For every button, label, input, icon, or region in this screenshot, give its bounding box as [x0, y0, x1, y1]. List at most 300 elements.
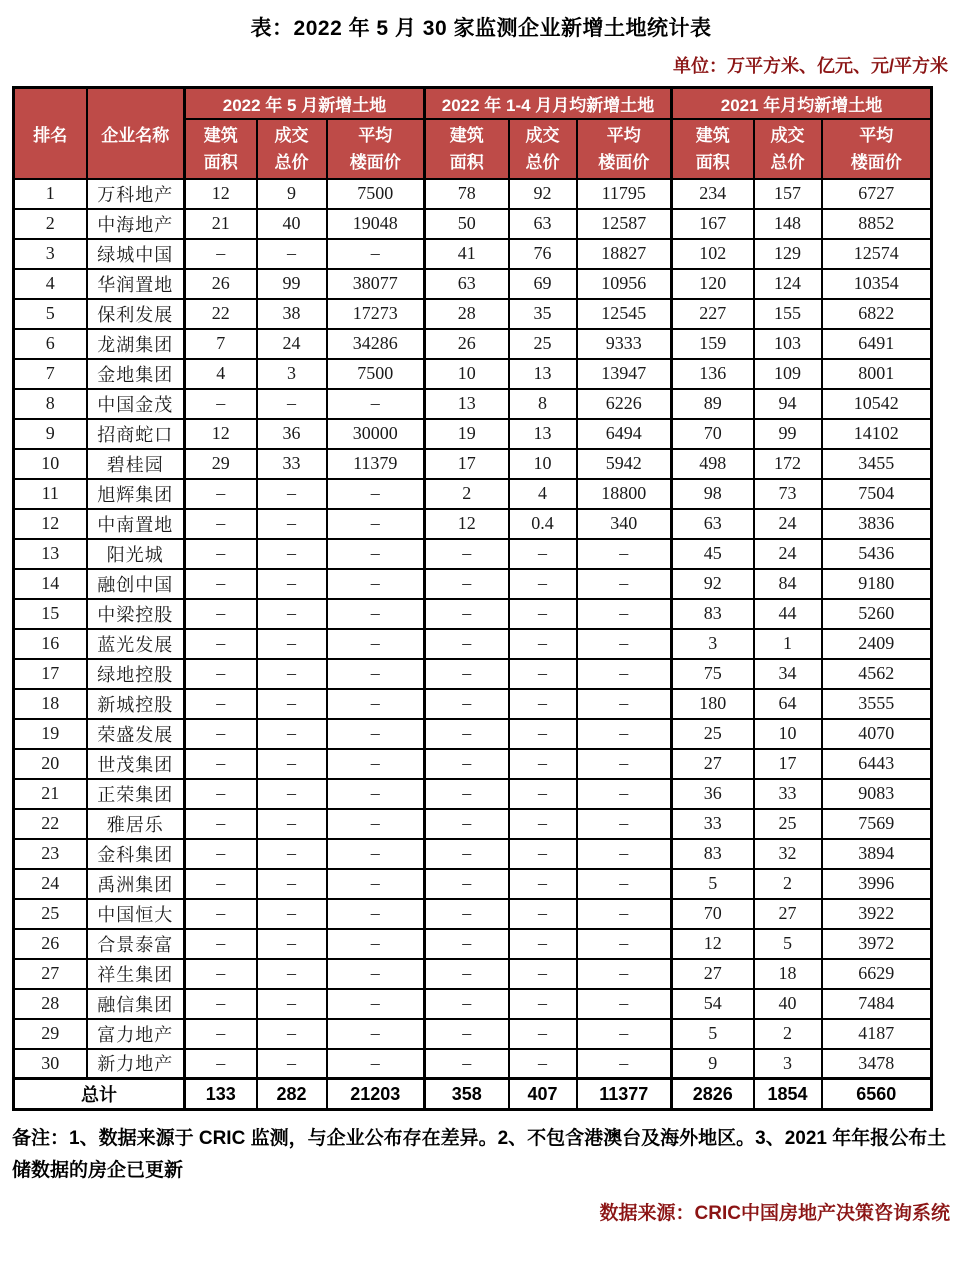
value-cell: 76 — [509, 239, 577, 269]
value-cell: 1 — [754, 629, 822, 659]
total-value-cell: 133 — [185, 1079, 257, 1110]
table-row — [14, 509, 932, 539]
value-cell: 24 — [754, 509, 822, 539]
value-cell: – — [425, 539, 509, 569]
sub-header-avg-floor-price-may: 平均 楼面价 — [327, 119, 425, 179]
table-row — [14, 959, 932, 989]
value-cell: – — [509, 869, 577, 899]
table-row — [14, 839, 932, 869]
value-cell: – — [257, 479, 327, 509]
value-cell: – — [185, 839, 257, 869]
value-cell: – — [257, 869, 327, 899]
table-row — [14, 689, 932, 719]
rank-cell: 2 — [14, 209, 87, 239]
value-cell: 12 — [185, 419, 257, 449]
value-cell: 3 — [754, 1049, 822, 1079]
value-cell: 33 — [672, 809, 754, 839]
table-row — [14, 299, 932, 329]
value-cell: 2 — [754, 869, 822, 899]
value-cell: 73 — [754, 479, 822, 509]
value-cell: 10 — [754, 719, 822, 749]
value-cell: 70 — [672, 419, 754, 449]
value-cell: – — [185, 689, 257, 719]
value-cell: – — [509, 779, 577, 809]
value-cell: – — [425, 689, 509, 719]
value-cell: 7504 — [822, 479, 932, 509]
rank-cell: 11 — [14, 479, 87, 509]
value-cell: 25 — [754, 809, 822, 839]
value-cell: 36 — [672, 779, 754, 809]
rank-cell: 6 — [14, 329, 87, 359]
company-name-cell: 华润置地 — [87, 269, 185, 299]
company-name-cell: 旭辉集团 — [87, 479, 185, 509]
value-cell: – — [327, 809, 425, 839]
value-cell: 172 — [754, 449, 822, 479]
value-cell: 38 — [257, 299, 327, 329]
rank-cell: 29 — [14, 1019, 87, 1049]
value-cell: – — [509, 929, 577, 959]
value-cell: 70 — [672, 899, 754, 929]
value-cell: 29 — [185, 449, 257, 479]
value-cell: – — [577, 839, 672, 869]
value-cell: 27 — [672, 959, 754, 989]
value-cell: 5 — [672, 1019, 754, 1049]
value-cell: 18800 — [577, 479, 672, 509]
value-cell: 69 — [509, 269, 577, 299]
company-name-cell: 阳光城 — [87, 539, 185, 569]
rank-cell: 9 — [14, 419, 87, 449]
value-cell: – — [327, 239, 425, 269]
value-cell: 25 — [672, 719, 754, 749]
value-cell: 12587 — [577, 209, 672, 239]
table-header — [14, 88, 932, 179]
value-cell: – — [185, 929, 257, 959]
rank-cell: 14 — [14, 569, 87, 599]
value-cell: – — [185, 1019, 257, 1049]
rank-cell: 5 — [14, 299, 87, 329]
value-cell: 17 — [425, 449, 509, 479]
value-cell: – — [509, 689, 577, 719]
company-name-cell: 正荣集团 — [87, 779, 185, 809]
value-cell: – — [577, 869, 672, 899]
value-cell: – — [185, 869, 257, 899]
rank-cell: 25 — [14, 899, 87, 929]
company-name-cell: 中国金茂 — [87, 389, 185, 419]
value-cell: 12 — [672, 929, 754, 959]
value-cell: 10 — [509, 449, 577, 479]
table-row — [14, 809, 932, 839]
value-cell: 9083 — [822, 779, 932, 809]
value-cell: 92 — [509, 179, 577, 209]
value-cell: – — [327, 989, 425, 1019]
value-cell: – — [577, 749, 672, 779]
value-cell: – — [257, 659, 327, 689]
value-cell: 167 — [672, 209, 754, 239]
rank-cell: 30 — [14, 1049, 87, 1079]
value-cell: 40 — [257, 209, 327, 239]
value-cell: – — [327, 779, 425, 809]
group-header-2021: 2021 年月均新增土地 — [672, 88, 932, 119]
value-cell: – — [327, 899, 425, 929]
table-row — [14, 209, 932, 239]
company-name-cell: 世茂集团 — [87, 749, 185, 779]
value-cell: 83 — [672, 839, 754, 869]
page-title: 表：2022 年 5 月 30 家监测企业新增土地统计表 — [250, 17, 712, 40]
table-body — [14, 179, 932, 1079]
company-name-cell: 融创中国 — [87, 569, 185, 599]
value-cell: 75 — [672, 659, 754, 689]
value-cell: – — [425, 809, 509, 839]
value-cell: 6491 — [822, 329, 932, 359]
value-cell: 9 — [672, 1049, 754, 1079]
value-cell: – — [577, 809, 672, 839]
value-cell: – — [577, 989, 672, 1019]
company-name-cell: 金地集团 — [87, 359, 185, 389]
value-cell: 99 — [257, 269, 327, 299]
value-cell: 17273 — [327, 299, 425, 329]
value-cell: – — [257, 629, 327, 659]
value-cell: – — [327, 689, 425, 719]
total-value-cell: 1854 — [754, 1079, 822, 1110]
sub-header-total-price-janapr: 成交 总价 — [509, 119, 577, 179]
value-cell: – — [257, 839, 327, 869]
rank-cell: 24 — [14, 869, 87, 899]
total-value-cell: 6560 — [822, 1079, 932, 1110]
value-cell: – — [257, 689, 327, 719]
value-cell: 32 — [754, 839, 822, 869]
rank-cell: 17 — [14, 659, 87, 689]
value-cell: 8 — [509, 389, 577, 419]
rank-cell: 27 — [14, 959, 87, 989]
value-cell: 18827 — [577, 239, 672, 269]
value-cell: – — [577, 899, 672, 929]
value-cell: – — [185, 719, 257, 749]
value-cell: – — [185, 239, 257, 269]
value-cell: 4187 — [822, 1019, 932, 1049]
table-row — [14, 569, 932, 599]
rank-cell: 21 — [14, 779, 87, 809]
value-cell: – — [185, 509, 257, 539]
value-cell: – — [509, 659, 577, 689]
table-row — [14, 779, 932, 809]
value-cell: 4562 — [822, 659, 932, 689]
value-cell: 6443 — [822, 749, 932, 779]
value-cell: 30000 — [327, 419, 425, 449]
value-cell: 19048 — [327, 209, 425, 239]
rank-cell: 20 — [14, 749, 87, 779]
value-cell: – — [577, 929, 672, 959]
value-cell: 9 — [257, 179, 327, 209]
table-row — [14, 599, 932, 629]
value-cell: 0.4 — [509, 509, 577, 539]
value-cell: 2 — [754, 1019, 822, 1049]
company-name-cell: 雅居乐 — [87, 809, 185, 839]
value-cell: 498 — [672, 449, 754, 479]
value-cell: 2 — [425, 479, 509, 509]
value-cell: – — [577, 599, 672, 629]
sub-header-avg-floor-price-2021: 平均 楼面价 — [822, 119, 932, 179]
value-cell: 26 — [425, 329, 509, 359]
table-row — [14, 479, 932, 509]
value-cell: – — [257, 749, 327, 779]
value-cell: – — [327, 719, 425, 749]
value-cell: – — [509, 959, 577, 989]
value-cell: – — [425, 779, 509, 809]
value-cell: – — [425, 989, 509, 1019]
value-cell: – — [327, 749, 425, 779]
value-cell: 129 — [754, 239, 822, 269]
value-cell: 11795 — [577, 179, 672, 209]
value-cell: 25 — [509, 329, 577, 359]
value-cell: 6822 — [822, 299, 932, 329]
table-row — [14, 539, 932, 569]
value-cell: 18 — [754, 959, 822, 989]
value-cell: 83 — [672, 599, 754, 629]
value-cell: – — [425, 899, 509, 929]
value-cell: 41 — [425, 239, 509, 269]
company-name-cell: 新城控股 — [87, 689, 185, 719]
value-cell: 26 — [185, 269, 257, 299]
value-cell: 4 — [185, 359, 257, 389]
value-cell: 13 — [509, 359, 577, 389]
value-cell: 10354 — [822, 269, 932, 299]
value-cell: – — [577, 629, 672, 659]
company-name-cell: 荣盛发展 — [87, 719, 185, 749]
value-cell: 3555 — [822, 689, 932, 719]
company-name-cell: 中海地产 — [87, 209, 185, 239]
value-cell: 11379 — [327, 449, 425, 479]
rank-cell: 12 — [14, 509, 87, 539]
table-row — [14, 269, 932, 299]
value-cell: 234 — [672, 179, 754, 209]
value-cell: 10 — [425, 359, 509, 389]
value-cell: 340 — [577, 509, 672, 539]
value-cell: – — [509, 629, 577, 659]
sub-header-building-area-may: 建筑 面积 — [185, 119, 257, 179]
value-cell: – — [577, 959, 672, 989]
value-cell: 45 — [672, 539, 754, 569]
value-cell: – — [257, 779, 327, 809]
value-cell: – — [425, 869, 509, 899]
value-cell: – — [577, 719, 672, 749]
total-value-cell: 407 — [509, 1079, 577, 1110]
company-name-cell: 中国恒大 — [87, 899, 185, 929]
company-name-cell: 招商蛇口 — [87, 419, 185, 449]
value-cell: – — [185, 959, 257, 989]
value-cell: – — [509, 569, 577, 599]
value-cell: – — [577, 779, 672, 809]
value-cell: – — [327, 959, 425, 989]
value-cell: – — [327, 629, 425, 659]
value-cell: – — [577, 689, 672, 719]
value-cell: 7 — [185, 329, 257, 359]
value-cell: – — [185, 659, 257, 689]
total-value-cell: 358 — [425, 1079, 509, 1110]
value-cell: 3996 — [822, 869, 932, 899]
value-cell: 6727 — [822, 179, 932, 209]
value-cell: – — [327, 539, 425, 569]
group-header-jan-apr-2022: 2022 年 1-4 月月均新增土地 — [425, 88, 672, 119]
value-cell: – — [257, 989, 327, 1019]
value-cell: 157 — [754, 179, 822, 209]
value-cell: – — [327, 839, 425, 869]
value-cell: 120 — [672, 269, 754, 299]
value-cell: 5 — [754, 929, 822, 959]
value-cell: 3455 — [822, 449, 932, 479]
value-cell: – — [185, 629, 257, 659]
rank-cell: 8 — [14, 389, 87, 419]
value-cell: – — [257, 809, 327, 839]
rank-cell: 13 — [14, 539, 87, 569]
rank-cell: 19 — [14, 719, 87, 749]
value-cell: – — [257, 539, 327, 569]
value-cell: – — [257, 1049, 327, 1079]
value-cell: – — [327, 389, 425, 419]
value-cell: – — [327, 479, 425, 509]
value-cell: 13947 — [577, 359, 672, 389]
value-cell: 5 — [672, 869, 754, 899]
value-cell: 21 — [185, 209, 257, 239]
value-cell: – — [509, 599, 577, 629]
table-row — [14, 1019, 932, 1049]
value-cell: 35 — [509, 299, 577, 329]
table-row — [14, 659, 932, 689]
value-cell: 6226 — [577, 389, 672, 419]
value-cell: 28 — [425, 299, 509, 329]
value-cell: 8852 — [822, 209, 932, 239]
rank-cell: 4 — [14, 269, 87, 299]
rank-cell: 22 — [14, 809, 87, 839]
value-cell: 7500 — [327, 179, 425, 209]
value-cell: 5260 — [822, 599, 932, 629]
table-row — [14, 1049, 932, 1079]
table-row — [14, 899, 932, 929]
value-cell: – — [327, 569, 425, 599]
rank-cell: 1 — [14, 179, 87, 209]
value-cell: – — [185, 1049, 257, 1079]
value-cell: – — [425, 719, 509, 749]
value-cell: 33 — [754, 779, 822, 809]
company-name-cell: 碧桂园 — [87, 449, 185, 479]
value-cell: – — [257, 569, 327, 599]
company-name-cell: 万科地产 — [87, 179, 185, 209]
value-cell: – — [509, 719, 577, 749]
value-cell: 102 — [672, 239, 754, 269]
value-cell: 98 — [672, 479, 754, 509]
value-cell: – — [509, 839, 577, 869]
table-row — [14, 749, 932, 779]
value-cell: 124 — [754, 269, 822, 299]
value-cell: 109 — [754, 359, 822, 389]
value-cell: – — [185, 599, 257, 629]
value-cell: – — [425, 839, 509, 869]
sub-header-building-area-janapr: 建筑 面积 — [425, 119, 509, 179]
value-cell: – — [509, 539, 577, 569]
rank-cell: 26 — [14, 929, 87, 959]
rank-cell: 10 — [14, 449, 87, 479]
value-cell: 13 — [509, 419, 577, 449]
table-row — [14, 929, 932, 959]
value-cell: 4 — [509, 479, 577, 509]
rank-cell: 16 — [14, 629, 87, 659]
value-cell: 3478 — [822, 1049, 932, 1079]
value-cell: – — [185, 389, 257, 419]
value-cell: – — [425, 1049, 509, 1079]
value-cell: – — [425, 959, 509, 989]
table-row — [14, 239, 932, 269]
value-cell: – — [327, 659, 425, 689]
total-row — [14, 1079, 932, 1110]
value-cell: – — [327, 869, 425, 899]
value-cell: 63 — [672, 509, 754, 539]
rank-cell: 23 — [14, 839, 87, 869]
value-cell: 44 — [754, 599, 822, 629]
value-cell: 180 — [672, 689, 754, 719]
table-row — [14, 719, 932, 749]
value-cell: 78 — [425, 179, 509, 209]
company-name-cell: 保利发展 — [87, 299, 185, 329]
value-cell: 10542 — [822, 389, 932, 419]
rank-cell: 7 — [14, 359, 87, 389]
value-cell: 27 — [672, 749, 754, 779]
value-cell: 159 — [672, 329, 754, 359]
value-cell: 33 — [257, 449, 327, 479]
col-header-company: 企业名称 — [87, 88, 185, 179]
value-cell: – — [509, 809, 577, 839]
value-cell: – — [577, 1049, 672, 1079]
value-cell: – — [327, 1049, 425, 1079]
value-cell: – — [257, 959, 327, 989]
company-name-cell: 融信集团 — [87, 989, 185, 1019]
value-cell: – — [327, 1019, 425, 1049]
value-cell: 22 — [185, 299, 257, 329]
value-cell: 5942 — [577, 449, 672, 479]
company-name-cell: 合景泰富 — [87, 929, 185, 959]
value-cell: – — [509, 1019, 577, 1049]
value-cell: 34 — [754, 659, 822, 689]
table-row — [14, 629, 932, 659]
value-cell: 13 — [425, 389, 509, 419]
value-cell: – — [257, 899, 327, 929]
value-cell: 34286 — [327, 329, 425, 359]
value-cell: 136 — [672, 359, 754, 389]
sub-header-total-price-may: 成交 总价 — [257, 119, 327, 179]
sub-header-total-price-2021: 成交 总价 — [754, 119, 822, 179]
rank-cell: 15 — [14, 599, 87, 629]
table-row — [14, 869, 932, 899]
value-cell: 99 — [754, 419, 822, 449]
value-cell: 7484 — [822, 989, 932, 1019]
value-cell: – — [425, 749, 509, 779]
value-cell: 24 — [754, 539, 822, 569]
company-name-cell: 蓝光发展 — [87, 629, 185, 659]
value-cell: 94 — [754, 389, 822, 419]
value-cell: – — [185, 479, 257, 509]
value-cell: 63 — [425, 269, 509, 299]
value-cell: 9180 — [822, 569, 932, 599]
company-name-cell: 禹洲集团 — [87, 869, 185, 899]
value-cell: – — [509, 749, 577, 779]
value-cell: 64 — [754, 689, 822, 719]
value-cell: – — [425, 599, 509, 629]
col-header-rank: 排名 — [14, 88, 87, 179]
value-cell: – — [185, 809, 257, 839]
table-row — [14, 359, 932, 389]
value-cell: – — [425, 929, 509, 959]
value-cell: – — [327, 929, 425, 959]
value-cell: 12574 — [822, 239, 932, 269]
value-cell: 3894 — [822, 839, 932, 869]
